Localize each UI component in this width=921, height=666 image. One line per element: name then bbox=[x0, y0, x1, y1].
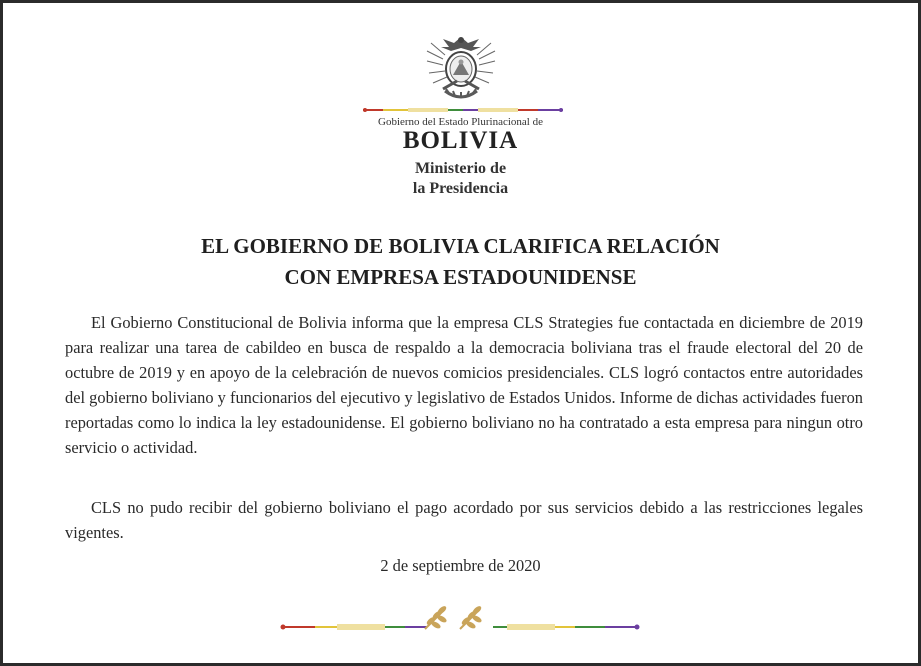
paragraph-2: CLS no pudo recibir del gobierno boliviano el pago acordado por sus servicios debido a las restricciones legales vigentes. bbox=[65, 498, 863, 542]
laurel-icon bbox=[425, 606, 446, 629]
laurel-icon bbox=[460, 606, 481, 629]
title-line-1: EL GOBIERNO DE BOLIVIA CLARIFICA RELACIÓN bbox=[201, 234, 720, 258]
flag-band-bottom bbox=[275, 601, 645, 637]
paragraph-1: El Gobierno Constitucional de Bolivia informa que la empresa CLS Strategies fue contactada en diciembre de 2019 para realizar una tarea de cabildeo en busca de respaldo a la democracia boliviana tras el fraude electoral del 20 de octubre de 2019 y en apoyo de la celebración de nuevos comicios presidenciales. CLS logró contactos entre autoridades del gobierno boliviano y funcionarios del ejecutivo y legislativo de Estados Unidos. Informe de dichas actividades fueron reportadas como lo indica la ley estadounidense. El gobierno boliviano no ha contratado a esta empresa para ningun otro servicio o actividad. bbox=[65, 313, 863, 457]
ministry-name bbox=[3, 159, 918, 199]
coat-of-arms-icon bbox=[421, 31, 501, 107]
gobierno-line: Gobierno del Estado Plurinacional de bbox=[378, 116, 543, 128]
country-name: BOLIVIA bbox=[402, 127, 519, 154]
title-line-2: CON EMPRESA ESTADOUNIDENSE bbox=[284, 265, 637, 289]
logo-block bbox=[3, 31, 918, 107]
document-date: 2 de septiembre de 2020 bbox=[380, 556, 541, 575]
flag-band-top bbox=[363, 106, 563, 114]
document-title bbox=[3, 231, 918, 293]
ministry-line-2: la Presidencia bbox=[412, 180, 509, 197]
ministry-line-1: Ministerio de bbox=[414, 160, 507, 177]
